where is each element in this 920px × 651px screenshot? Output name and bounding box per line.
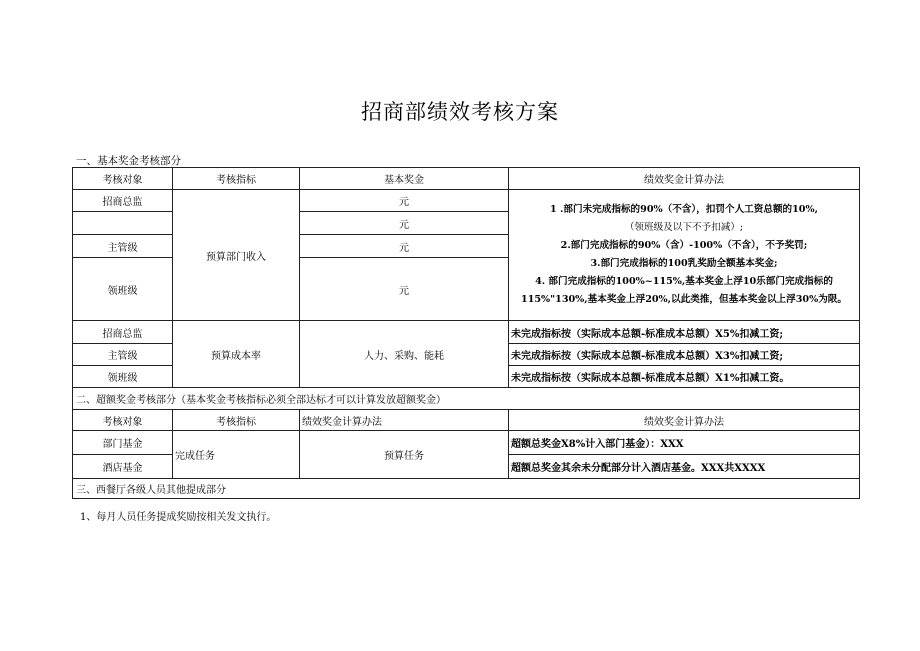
bonus-unit-cell: 元 [300, 212, 509, 235]
method-cell: 预算任务 [300, 431, 509, 479]
header-indicator: 考核指标 [173, 410, 300, 431]
bonus-unit-cell: 元 [300, 190, 509, 212]
rule-line: （领班级及以下不予扣减）; [624, 222, 744, 233]
section3-note: 1、每月人员任务提成奖励按相关发文执行。 [80, 512, 277, 523]
indicator-cell: 预算部门收入 [173, 190, 300, 321]
cost-rule-cell: 未完成指标按（实际成本总额-标准成本总额）X5%扣减工资; [509, 321, 860, 344]
header-indicator: 考核指标 [173, 168, 300, 190]
rule-line: 4. 部门完成指标的100%~115%,基本奖金上浮10乐部门完成指标的 [535, 276, 833, 287]
table-row [73, 190, 860, 212]
role-cell: 招商总监 [73, 190, 173, 212]
indicator-cell: 预算成本率 [173, 321, 300, 388]
document-title: 招商部绩效考核方案 [361, 100, 559, 124]
header-target: 考核对象 [73, 410, 173, 431]
section2-header-row [73, 410, 860, 431]
header-target: 考核对象 [73, 168, 173, 190]
excess-rule-cell: 超额总奖金X8%计入部门基金）：XXX [509, 431, 860, 455]
role-cell: 酒店基金 [73, 455, 173, 479]
table-row [73, 431, 860, 455]
role-cell: 领班级 [73, 258, 173, 321]
rule-line: 3.部门完成指标的100乳奖励全额基本奖金; [590, 258, 778, 269]
role-cell: 主管级 [73, 235, 173, 258]
header-calc-method: 绩效奖金计算办法 [300, 410, 509, 431]
revenue-rules-cell [509, 190, 860, 321]
section3-heading-row [73, 479, 860, 499]
role-cell: 部门基金 [73, 431, 173, 455]
assessment-table [72, 167, 860, 499]
bonus-unit-cell: 元 [300, 235, 509, 258]
header-basic-bonus: 基本奖金 [300, 168, 509, 190]
section1-header-row [73, 168, 860, 190]
rule-line: 2.部门完成指标的90%（含）-100%（不含），不予奖罚; [560, 240, 808, 251]
section2-heading: 二、超额奖金考核部分（基本奖金考核指标必须全部达标才可以计算发放超额奖金） [73, 388, 860, 410]
rule-line: 1 .部门未完成指标的90%（不含），扣罚个人工资总额的10%, [550, 204, 818, 215]
header-calc-method: 绩效奖金计算办法 [509, 168, 860, 190]
role-cell: 主管级 [73, 344, 173, 366]
excess-rule-cell: 超额总奖金其余未分配部分计入酒店基金。XXX共XXXX [509, 455, 860, 479]
cost-rule-cell: 未完成指标按（实际成本总额-标准成本总额）X1%扣减工资。 [509, 366, 860, 388]
role-cell: 领班级 [73, 366, 173, 388]
table-row [73, 321, 860, 344]
header-calc-method: 绩效奖金计算办法 [509, 410, 860, 431]
role-cell [73, 212, 173, 235]
indicator-cell: 完成任务 [173, 431, 300, 479]
section2-heading-row [73, 388, 860, 410]
rule-line: 115%"130%,基本奖金上浮20%,以此类推，但基本奖金以上浮30%为限。 [521, 294, 847, 305]
role-cell: 招商总监 [73, 321, 173, 344]
cost-rule-cell: 未完成指标按（实际成本总额-标准成本总额）X3%扣减工资; [509, 344, 860, 366]
section1-heading: 一、基本奖金考核部分 [76, 155, 181, 167]
bonus-unit-cell: 元 [300, 258, 509, 321]
section3-heading: 三、西餐厅各级人员其他提成部分 [73, 479, 860, 499]
bonus-cell: 人力、采购、能耗 [300, 321, 509, 388]
